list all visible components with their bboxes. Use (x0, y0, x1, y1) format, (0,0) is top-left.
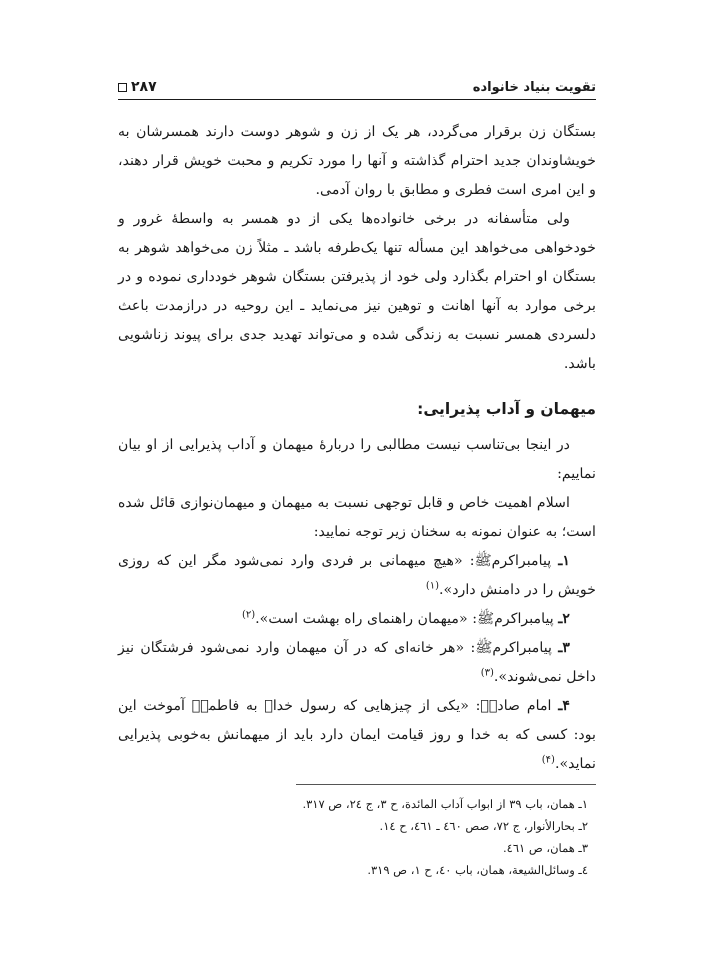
footnote-2: ۲ـ بحارالأنوار، ج ۷۲، صص ٤٦۰ ـ ٤٦۱، ح ١٤. (379, 819, 588, 833)
page-header (118, 72, 596, 100)
item-number: ۴ـ (558, 698, 570, 714)
footnotes (118, 793, 588, 881)
footnote-ref[interactable]: (۴) (541, 754, 555, 766)
footnote-divider (296, 784, 596, 785)
footnote-4: ٤ـ وسائل‌الشیعة، همان، باب ٤۰، ح ۱، ص ۳۱۹. (367, 863, 588, 877)
paragraph-in-families: ولی متأسفانه در برخی خانواده‌ها یکی از دو همسر به واسطهٔ غرور و خودخواهی می‌خواهد این مسأله تنها یک‌طرفه باشد ـ مثلاً زن می‌خواهد شوهر به بستگان او احترام بگذارد ولی خود از پذیرفتن بستگان شوهر خودداری نموده و در برخی موارد به آنها اهانت و توهین نیز می‌نماید ـ این روحیه در درازمدت باعث دلسردی همسر نسبت به زندگی شده و می‌تواند تهدید جدی برای پیوند زناشویی باشد. (118, 211, 596, 372)
section-intro-2: اسلام اهمیت خاص و قابل توجهی نسبت به میهمان و میهمان‌نوازی قائل شده است؛ به عنوان نمونه به سخنان زیر توجه نمایید: (118, 495, 596, 540)
footnote-ref[interactable]: (۱) (425, 580, 440, 592)
section-intro-1: در اینجا بی‌تناسب نیست مطالبی را دربارهٔ میهمان و آداب پذیرایی از او بیان نماییم: (118, 437, 596, 482)
item-text: پیامبراکرمﷺ: «هر خانه‌ای که در آن میهمان وارد نمی‌شود فرشتگان نیز داخل نمی‌شوند». (118, 640, 596, 685)
hadith-item-1 (118, 547, 596, 605)
footnote-ref[interactable]: (۳) (480, 667, 494, 679)
footnote-ref[interactable]: (۲) (241, 609, 256, 621)
section-heading: میهمان و آداب پذیرایی: (417, 400, 596, 418)
page-number: ۲۸۷ (131, 79, 157, 95)
main-text (118, 118, 596, 779)
item-number: ۲ـ (558, 611, 570, 627)
footnote-1: ۱ـ همان، باب ۳۹ از ابواب آداب المائدة، ح ۳، ج ۲٤، ص ۳۱۷. (302, 797, 588, 811)
item-text: امام صادقؑ: «یکی از چیزهایی که رسول خداﷺ به فاطمهؑ آموخت این بود: کسی که به خدا و روز قیامت ایمان دارد باید از میهمانش به‌خوبی پذیرایی نماید». (118, 698, 596, 772)
item-text: پیامبراکرمﷺ: «هیچ میهمانی بر فردی وارد نمی‌شود مگر این که روزی خویش را در دامنش دارد». (118, 553, 596, 598)
hadith-item-3 (118, 634, 596, 692)
running-title: تقویت بنیاد خانواده (472, 80, 596, 95)
paragraph-continuation: بستگان زن برقرار می‌گردد، هر یک از زن و شوهر دوست دارند همسرشان به خویشاوندان جدید احترام گذاشته و آنها را مورد تکریم و محبت خویش قرار دهند، و این امری است فطری و مطابق با روان آدمی. (118, 124, 596, 198)
square-bullet-icon (118, 83, 127, 92)
footnote-3: ۳ـ همان، ص ٤٦١. (503, 841, 588, 855)
hadith-item-4 (118, 692, 596, 779)
item-number: ۱ـ (558, 553, 570, 569)
item-text: پیامبراکرمﷺ: «میهمان راهنمای راه بهشت است». (255, 611, 559, 627)
hadith-item-2 (118, 605, 596, 634)
page-number-group (118, 79, 157, 95)
item-number: ۳ـ (558, 640, 570, 656)
